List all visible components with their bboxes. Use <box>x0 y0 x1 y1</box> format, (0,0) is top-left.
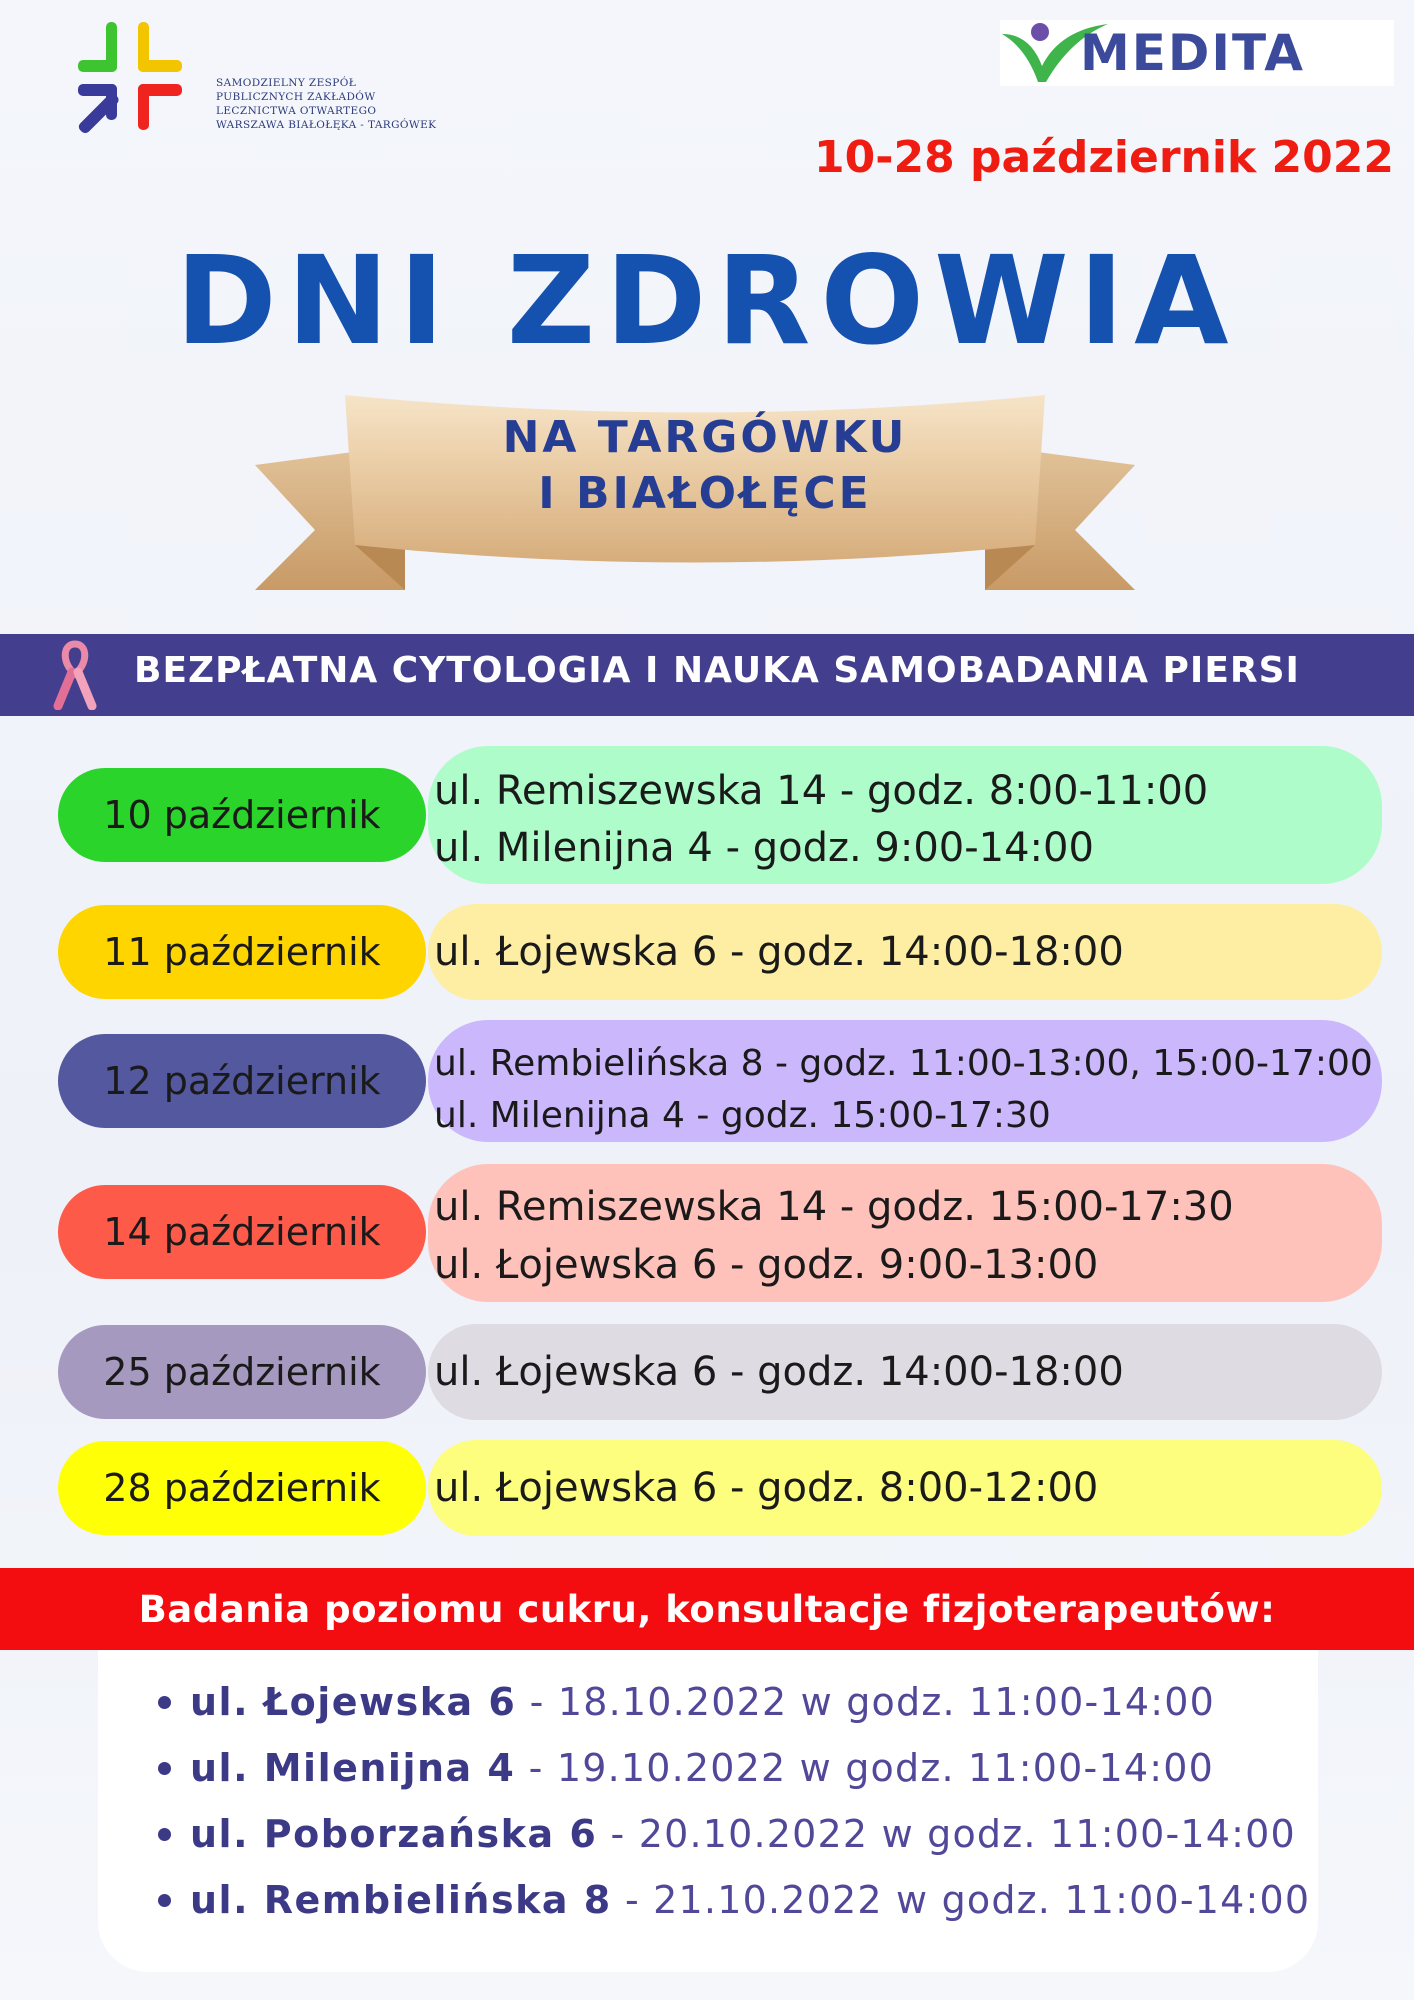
ribbon-line-1: NA TARGÓWKU <box>502 412 908 463</box>
bullet-icon <box>158 1894 171 1907</box>
list-item-street: ul. Rembielińska 8 <box>190 1878 612 1922</box>
location-line: ul. Łojewska 6 - godz. 9:00-13:00 <box>434 1242 1099 1288</box>
bullet-icon <box>158 1828 171 1841</box>
list-item-street: ul. Łojewska 6 <box>190 1680 517 1724</box>
date-pill: 12 październik <box>58 1034 426 1128</box>
location-pill <box>428 1324 1382 1420</box>
list-item-street: ul. Milenijna 4 <box>190 1746 516 1790</box>
list-item-when: - 20.10.2022 w godz. 11:00-14:00 <box>597 1812 1296 1856</box>
location-line: ul. Łojewska 6 - godz. 14:00-18:00 <box>434 929 1124 975</box>
pink-ribbon-icon <box>52 640 98 710</box>
schedule-row <box>58 1020 1382 1142</box>
date-pill: 10 październik <box>58 768 426 862</box>
list-item <box>190 1746 1214 1790</box>
location-pill <box>428 746 1382 884</box>
org-logo-icon <box>78 22 204 148</box>
schedule-row <box>58 904 1382 1000</box>
date-pill: 11 październik <box>58 905 426 999</box>
location-line: ul. Milenijna 4 - godz. 15:00-17:30 <box>434 1095 1051 1136</box>
location-line: ul. Łojewska 6 - godz. 14:00-18:00 <box>434 1349 1124 1395</box>
location-line: ul. Remiszewska 14 - godz. 15:00-17:30 <box>434 1184 1234 1230</box>
location-line: ul. Milenijna 4 - godz. 9:00-14:00 <box>434 825 1094 871</box>
location-line: ul. Remiszewska 14 - godz. 8:00-11:00 <box>434 768 1209 814</box>
org-name-line: PUBLICZNYCH ZAKŁADÓW <box>216 91 376 103</box>
event-dates: 10-28 październik 2022 <box>813 132 1394 183</box>
list-item <box>190 1878 1310 1922</box>
section-title-cytology: BEZPŁATNA CYTOLOGIA I NAUKA SAMOBADANIA PIERSI <box>134 650 1300 691</box>
list-item-when: - 18.10.2022 w godz. 11:00-14:00 <box>516 1680 1215 1724</box>
location-line: ul. Rembielińska 8 - godz. 11:00-13:00, 15:00-17:00 <box>434 1043 1373 1084</box>
bullet-icon <box>158 1762 171 1775</box>
schedule-row <box>58 1440 1382 1536</box>
ribbon-text <box>380 410 1030 522</box>
location-line: ul. Łojewska 6 - godz. 8:00-12:00 <box>434 1465 1099 1511</box>
org-name-line: SAMODZIELNY ZESPÓŁ <box>216 77 357 89</box>
location-pill <box>428 904 1382 1000</box>
partner-logo <box>1000 20 1394 86</box>
location-pill <box>428 1164 1382 1302</box>
list-item-when: - 21.10.2022 w godz. 11:00-14:00 <box>611 1878 1311 1922</box>
org-name-line: LECZNICTWA OTWARTEGO <box>216 105 377 117</box>
org-name <box>216 76 436 132</box>
list-item <box>190 1680 1215 1724</box>
schedule-row <box>58 746 1382 886</box>
list-item-when: - 19.10.2022 w godz. 11:00-14:00 <box>515 1746 1214 1790</box>
partner-name: MEDITA <box>1080 24 1305 82</box>
location-pill <box>428 1020 1382 1142</box>
schedule-row <box>58 1164 1382 1304</box>
list-item <box>190 1812 1296 1856</box>
org-name-line: WARSZAWA BIAŁOŁĘKA - TARGÓWEK <box>216 119 437 131</box>
schedule-row <box>58 1324 1382 1420</box>
location-pill <box>428 1440 1382 1536</box>
section-title-tests: Badania poziomu cukru, konsultacje fizjoterapeutów: <box>138 1588 1276 1631</box>
ribbon-line-2: I BIAŁOŁĘCE <box>538 468 872 519</box>
page-title: DNI ZDROWIA <box>175 230 1239 372</box>
bullet-icon <box>158 1696 171 1709</box>
date-pill: 25 październik <box>58 1325 426 1419</box>
date-pill: 14 październik <box>58 1185 426 1279</box>
date-pill: 28 październik <box>58 1441 426 1535</box>
list-item-street: ul. Poborzańska 6 <box>190 1812 598 1856</box>
